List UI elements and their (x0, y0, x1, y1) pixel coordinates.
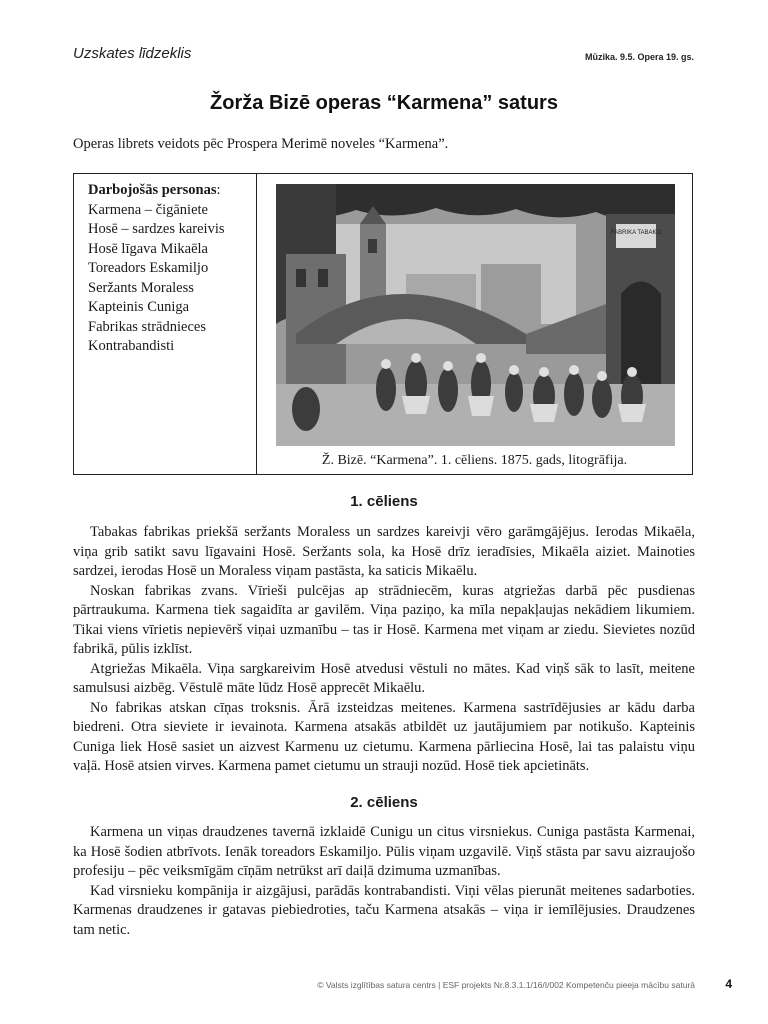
lithograph-drawing (276, 184, 675, 446)
character-item: Hosē – sardzes kareivis (88, 221, 225, 237)
footer-credits: © Valsts izglītības satura centrs | ESF projekts Nr.8.3.1.1/16/I/002 Kompetenču pieeja mācību saturā (317, 980, 695, 990)
figure-panel (257, 174, 692, 474)
figure-caption: Ž. Bizē. “Karmena”. 1. cēliens. 1875. gads, litogrāfija. (321, 453, 628, 468)
page-title: Žorža Bizē operas “Karmena” saturs (210, 92, 558, 114)
character-item: Karmena – čigāniete (88, 201, 208, 218)
characters-panel (74, 174, 257, 474)
act2-heading: 2. cēliens (350, 794, 418, 811)
characters-heading-colon: : (216, 182, 221, 198)
character-item: Kapteinis Cuniga (88, 299, 190, 315)
character-item: Hosē līgava Mikaēla (88, 240, 208, 257)
characters-figure-box (73, 173, 693, 475)
page-number: 4 (725, 977, 732, 991)
act2-paragraph: Karmena un viņas draudzenes tavernā izklaidē Cunigu un citus virsniekus. Cuniga pastāsta Karmenai, ka Hosē šodien atbrīvots. Ienāk toreadors Eskamiljo. Pūlis viņam uzgavilē. Viņš stāsta par savu aizraujošo profesiju – pēc veiksmīgām cīņām netrūkst arī daiļā dzimuma uzmanības. (73, 824, 695, 879)
character-item: Seržants Moraless (88, 279, 194, 296)
character-item: Fabrikas strādnieces (88, 318, 206, 335)
act1-body (73, 523, 695, 777)
lithograph-image (276, 184, 675, 446)
act2-body (73, 823, 695, 940)
characters-heading: Darbojošās personas (88, 182, 217, 198)
act1-paragraph: No fabrikas atskan cīņas troksnis. Ārā izsteidzas meitenes. Karmena sastrīdējusies ar kādu darba biedreni. Otra sieviete ir ievainota. Karmena atsakās atbildēt uz jautājumiem par notikušo. Kapteinis Cuniga liek Hosē sasiet un aizvest Karmenu uz cietumu. Karmena pārliecina Hosē, lai tas palaistu viņu vaļā. Hosē atsien virves. Karmena pamet cietumu un strauji nozūd. Hosē tiek apcietināts. (73, 699, 695, 774)
act1-paragraph: Noskan fabrikas zvans. Vīrieši pulcējas ap strādniecēm, kuras atgriežas darbā pēc pusdienas pārtraukuma. Karmena tiek sagaidīta ar gavilēm. Viņa paziņo, ka mīla nepakļaujas nekādiem likumiem. Tikai viens vīrietis nepievērš viņai uzmanību – tas ir Hosē. Karmena met viņam ar ziedu. Sievietes nozūd fabrikā, pūlis izklīst. (73, 582, 695, 657)
header-label: Uzskates līdzeklis (73, 45, 192, 62)
header-subject: Mūzika. 9.5. Opera 19. gs. (584, 52, 694, 62)
act1-heading: 1. cēliens (350, 493, 418, 510)
factory-sign: FABRIKA TABAKO (610, 230, 662, 236)
act2-paragraph: Kad virsnieku kompānija ir aizgājusi, parādās kontrabandisti. Viņi vēlas pierunāt meitenes sadarboties. Karmenas draudzenes ir gatavas piebiedroties, taču Karmena atsakās – viņa ir iemīlējusies. Draudzenes tam netic. (73, 882, 695, 938)
act1-paragraph: Tabakas fabrikas priekšā seržants Moraless un sardzes kareivji vēro garāmgājējus. Ierodas Mikaēla, viņa grib satikt savu līgavaini Hosē. Seržants sola, ka Hosē drīz ieradīsies, Mikaēla aiziet. Mainoties sardzei, ierodas Hosē un Moraless viņam pastāsta, ka saticis Mikaēlu. (73, 524, 695, 579)
intro-text: Operas librets veidots pēc Prospera Merimē noveles “Karmena”. (73, 136, 449, 152)
act1-paragraph: Atgriežas Mikaēla. Viņa sargkareivim Hosē atvedusi vēstuli no mātes. Kad viņš sāk to lasīt, meitene samulsusi aizbēg. Vēstulē māte lūdz Hosē apprecēt Mikaēlu. (73, 660, 695, 696)
character-item: Toreadors Eskamiljo (88, 260, 209, 276)
character-item: Kontrabandisti (88, 338, 175, 354)
